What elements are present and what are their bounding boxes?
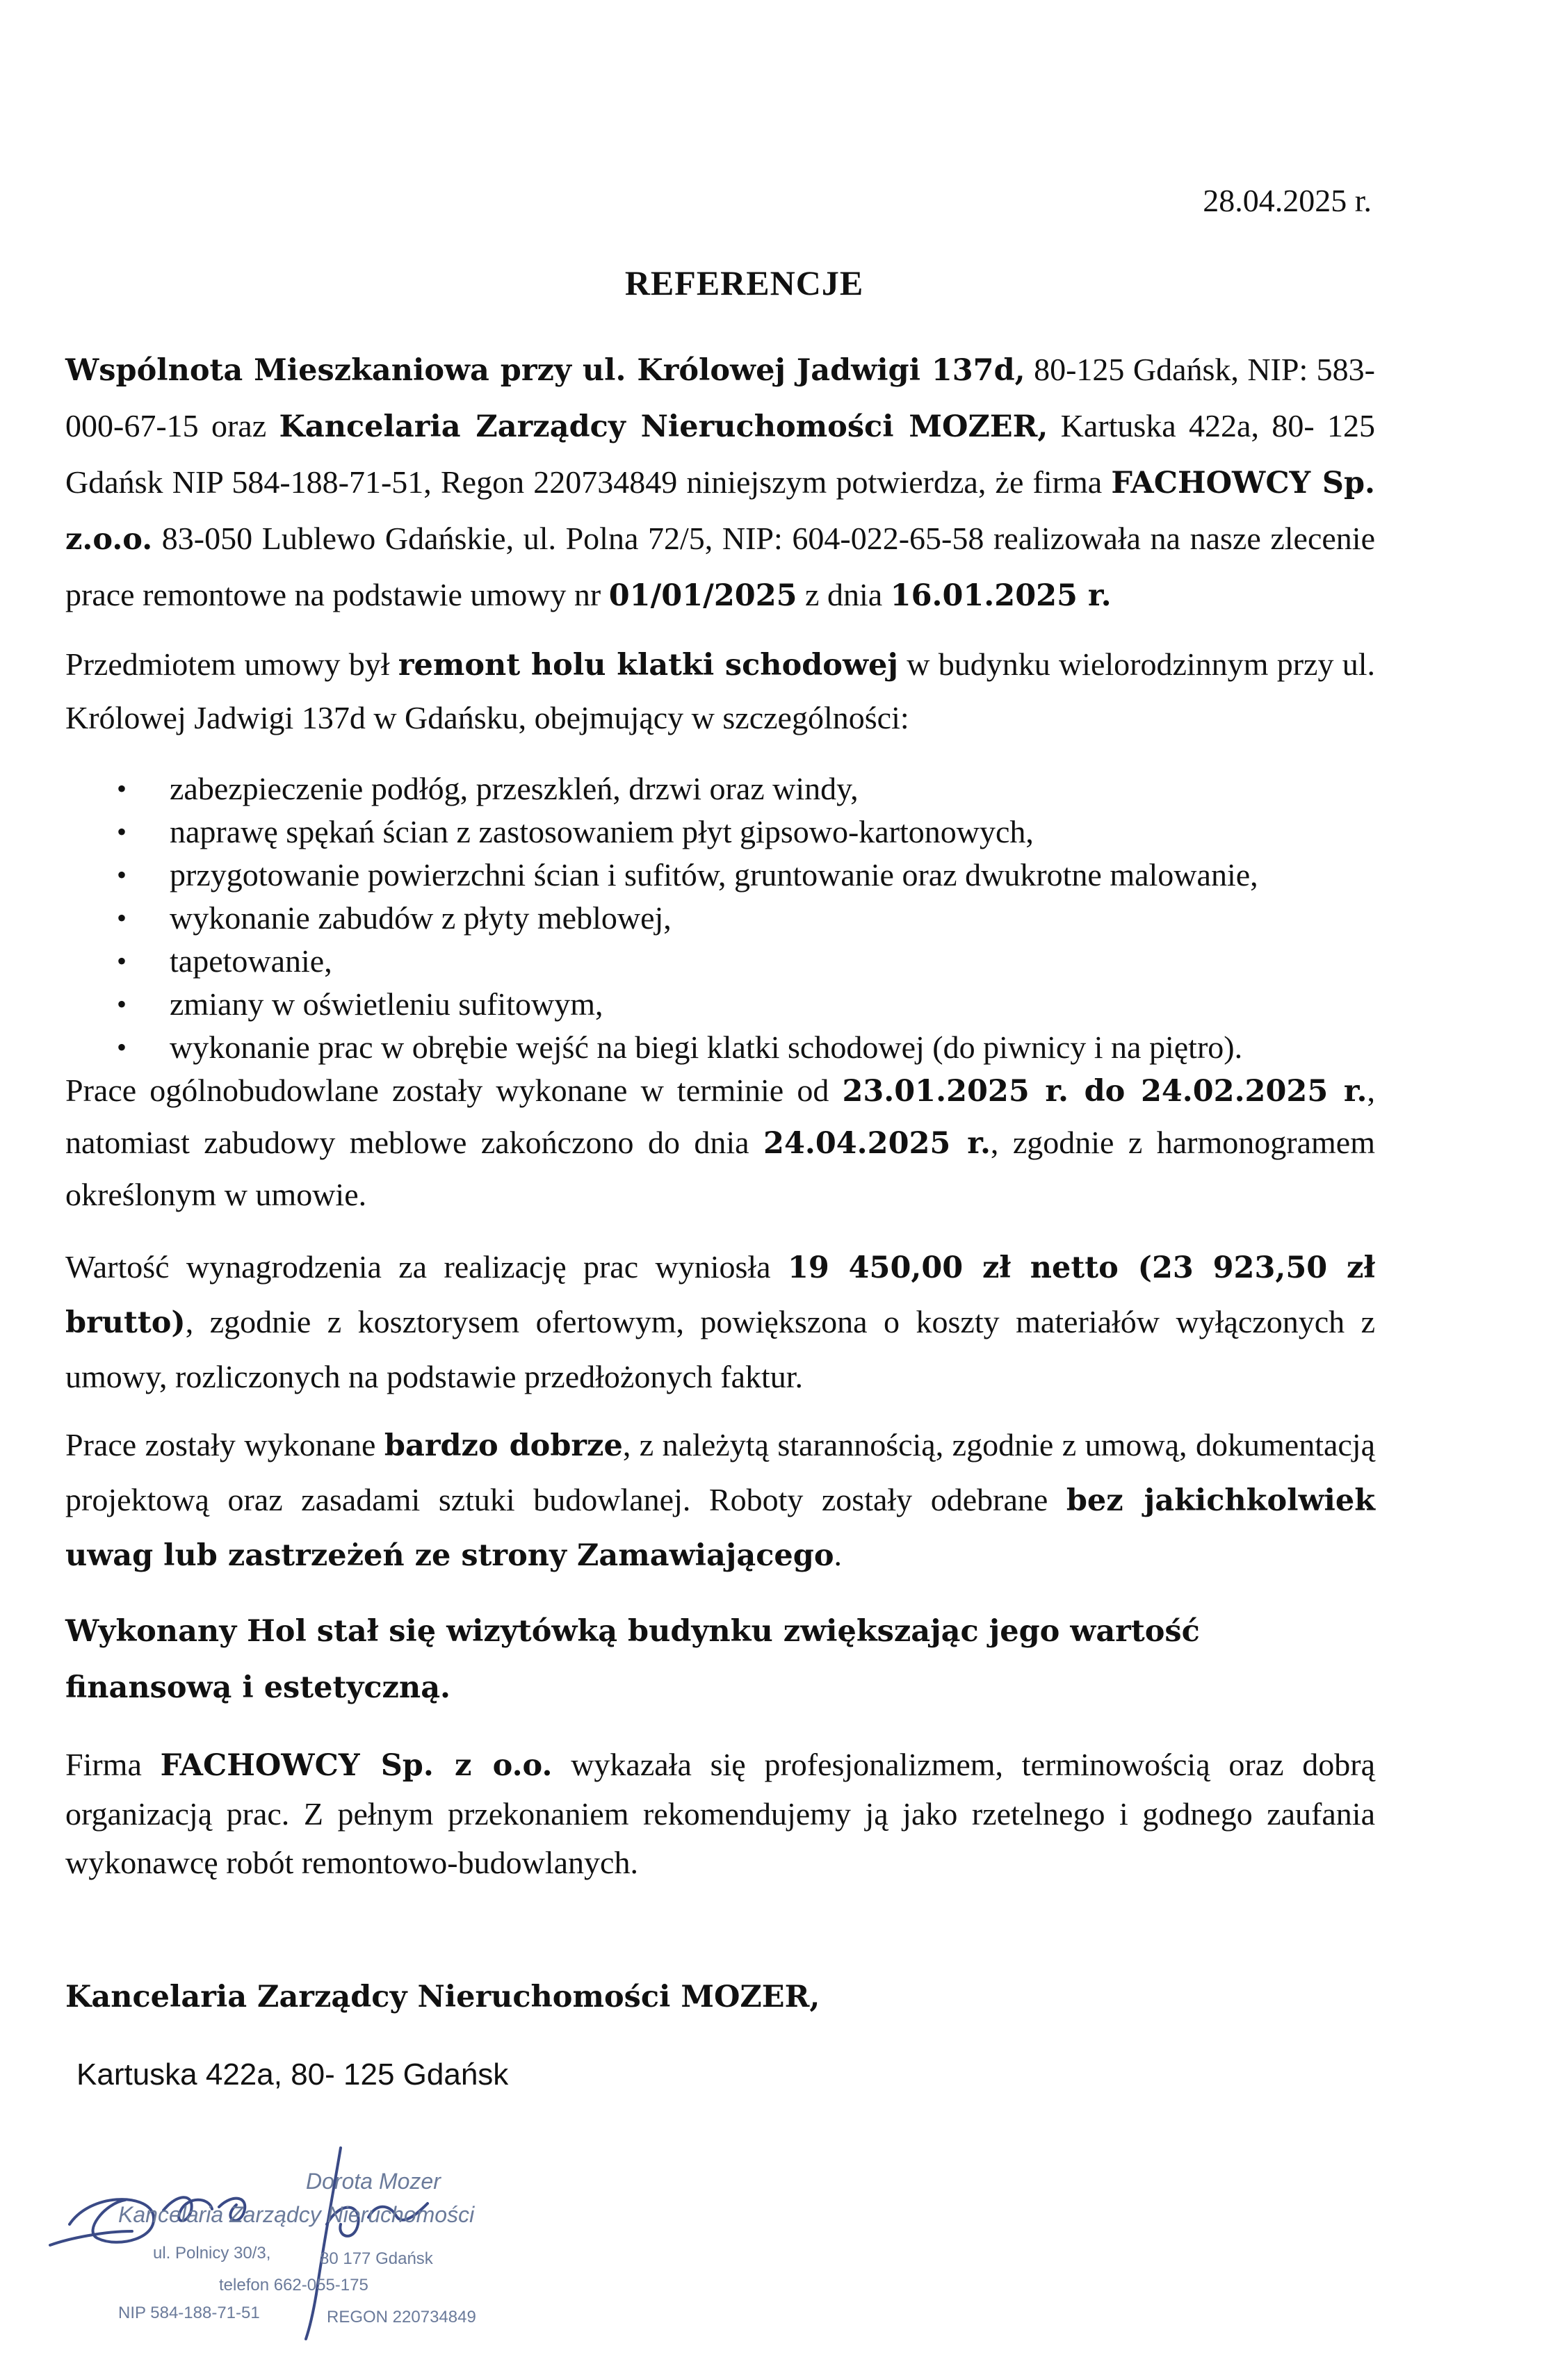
acceptance-note: bez jakichkolwiek uwag lub zastrzeżeń ze strony Zamawiającego xyxy=(65,1483,1375,1573)
intro-client: Wspólnota Mieszkaniowa przy ul. Królowej Jadwigi 137d, xyxy=(65,353,1025,388)
subject-paragraph: Przedmiotem umowy był remont holu klatki schodowej w budynku wielorodzinnym przy ul. Królowej Jadwigi 137d w Gdańsku, obejmujący w szczególności: xyxy=(65,646,1376,735)
recommendation-paragraph: Firma FACHOWCY Sp. z o.o. wykazała się profesjonalizmem, terminowością oraz dobrą organizacją prac. Z pełnym przekonaniem rekomendujemy ją jako rzetelnego i godnego zaufania wykonawcę robót remontowo-budowlanych. xyxy=(65,1747,1375,1880)
bullet-icon: • xyxy=(117,773,127,804)
bullet-icon: • xyxy=(117,859,127,890)
signatory-company: Kancelaria Zarządcy Nieruchomości MOZER, xyxy=(65,1980,820,2014)
furniture-completion-date: 24.04.2025 r. xyxy=(763,1126,991,1161)
document-title: REFERENCJE xyxy=(624,263,864,302)
bullet-icon: • xyxy=(117,988,127,1020)
contract-value: 19 450,00 zł netto (23 923,50 zł brutto) xyxy=(65,1250,1375,1340)
intro-paragraph: Wspólnota Mieszkaniowa przy ul. Królowej Jadwigi 137d, 80-125 Gdańsk, NIP: 583-000-67-15 oraz Kancelaria Zarządcy Nieruchomości MOZER, Kartuska 422a, 80- 125 Gdańsk NIP 584-188-71-51, Regon 220734849 niniejszym potwierdza, że firma FACHOWCY Sp. z.o.o. 83-050 Lublewo Gdańskie, ul. Polna 72/5, NIP: 604-022-65-58 realizowała na nasze zlecenie prace remontowe na podstawie umowy nr 01/01/2025 z dnia 16.01.2025 r. xyxy=(65,352,1375,613)
contract-date: 16.01.2025 r. xyxy=(890,578,1112,613)
contract-number: 01/01/2025 xyxy=(608,578,797,613)
bullet-icon: • xyxy=(117,1032,127,1063)
list-item: • wykonanie prac w obrębie wejść na biegi klatki schodowej (do piwnicy i na piętro). xyxy=(65,1026,1386,1069)
stamp-street: ul. Polnicy 30/3, xyxy=(153,2244,271,2263)
stamp-name: Dorota Mozer xyxy=(306,2169,441,2194)
works-period: 23.01.2025 r. do 24.02.2025 r. xyxy=(842,1074,1367,1109)
list-item: • zabezpieczenie podłóg, przeszkleń, drzwi oraz windy, xyxy=(65,767,1386,810)
quality-paragraph: Prace zostały wykonane bardzo dobrze, z należytą starannością, zgodnie z umową, dokumentacją projektową oraz zasadami sztuki budowlanej. Roboty zostały odebrane bez jakichkolwiek uwag lub zastrzeżeń ze strony Zamawiającego. xyxy=(65,1427,1376,1573)
stamp-nip: NIP 584-188-71-51 xyxy=(118,2304,260,2322)
bullet-icon: • xyxy=(117,945,127,977)
stamp-city: 80 177 Gdańsk xyxy=(320,2249,433,2268)
stamp-company: Kancelaria Zarządcy Nieruchomości xyxy=(118,2202,475,2227)
intro-manager: Kancelaria Zarządcy Nieruchomości MOZER, xyxy=(279,409,1048,444)
intro-contractor: FACHOWCY Sp. z.o.o. xyxy=(65,466,1375,557)
list-item: • wykonanie zabudów z płyty meblowej, xyxy=(65,897,1386,940)
stamp-regon: REGON 220734849 xyxy=(327,2308,476,2326)
timeline-paragraph: Prace ogólnobudowlane zostały wykonane w terminie od 23.01.2025 r. do 24.02.2025 r., natomiast zabudowy meblowe zakończono do dnia 24.04.2025 r., zgodnie z harmonogramem określonym w umowie. xyxy=(65,1073,1376,1212)
scope-list xyxy=(65,767,1386,1069)
document-date: 28.04.2025 r. xyxy=(1203,183,1372,218)
recommended-company: FACHOWCY Sp. z o.o. xyxy=(160,1748,553,1783)
highlight-paragraph: Wykonany Hol stał się wizytówką budynku zwiększając jego wartość finansową i estetyczną. xyxy=(65,1614,1200,1705)
subject-scope: remont holu klatki schodowej xyxy=(398,648,898,683)
bullet-icon: • xyxy=(117,816,127,847)
company-stamp xyxy=(42,2127,542,2349)
list-item: • przygotowanie powierzchni ścian i sufitów, gruntowanie oraz dwukrotne malowanie, xyxy=(65,854,1386,897)
signatory-address: Kartuska 422a, 80- 125 Gdańsk xyxy=(76,2057,509,2092)
stamp-phone: telefon 662-055-175 xyxy=(219,2276,368,2295)
list-item: • tapetowanie, xyxy=(65,940,1386,983)
bullet-icon: • xyxy=(117,902,127,934)
list-item: • zmiany w oświetleniu sufitowym, xyxy=(65,983,1386,1026)
list-item: • naprawę spękań ścian z zastosowaniem płyt gipsowo-kartonowych, xyxy=(65,810,1386,854)
quality-rating: bardzo dobrze xyxy=(384,1428,623,1463)
value-paragraph: Wartość wynagrodzenia za realizację prac wyniosła 19 450,00 zł netto (23 923,50 zł brutto), zgodnie z kosztorysem ofertowym, powiększona o koszty materiałów wyłączonych z umowy, rozliczonych na podstawie przedłożonych faktur. xyxy=(65,1249,1375,1394)
